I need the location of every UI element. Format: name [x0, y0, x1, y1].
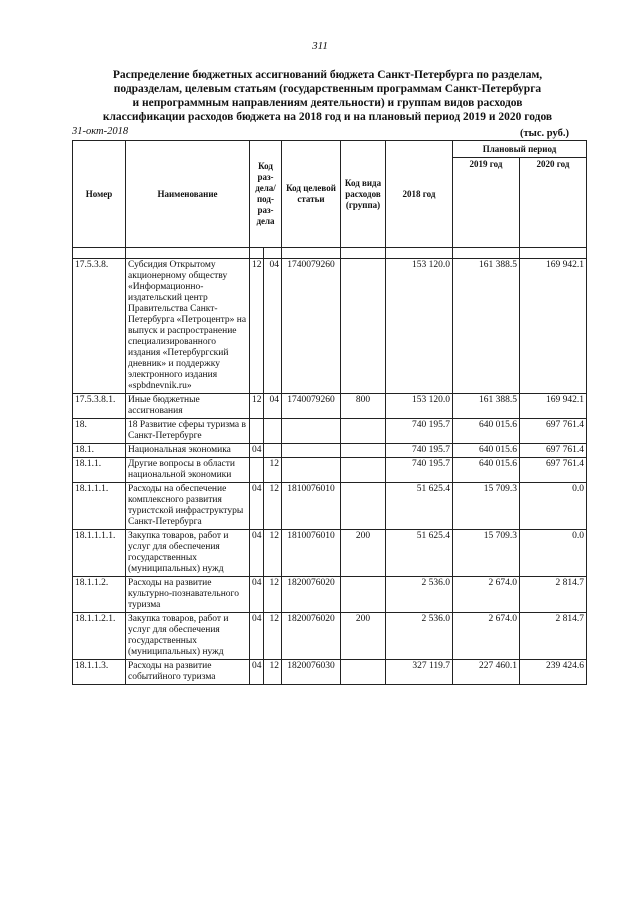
row-section: 04	[250, 444, 264, 458]
row-2020: 169 942.1	[520, 259, 587, 394]
header-2020: 2020 год	[520, 158, 587, 248]
row-section	[250, 419, 264, 444]
row-section: 12	[250, 394, 264, 419]
row-subsection: 12	[264, 613, 282, 660]
row-name: Субсидия Открытому акционерному обществу «Информационно-издательский центр Правительства Санкт-Петербурга «Петроцентр» на выпуск и распространение специализированного издания «Петербургский дневник» и поддержку электронного издания «spbdnevnik.ru»	[126, 259, 250, 394]
row-target: 1810076010	[282, 483, 341, 530]
row-2018: 153 120.0	[386, 259, 453, 394]
row-2019: 640 015.6	[453, 419, 520, 444]
row-number: 18.1.	[73, 444, 126, 458]
table-row	[73, 259, 587, 394]
row-2019: 640 015.6	[453, 458, 520, 483]
row-target: 1740079260	[282, 259, 341, 394]
unit-label: (тыс. руб.)	[520, 128, 569, 139]
header-number: Номер	[73, 141, 126, 248]
table-row	[73, 660, 587, 685]
row-section: 04	[250, 613, 264, 660]
row-2020: 2 814.7	[520, 577, 587, 613]
row-number: 18.1.1.	[73, 458, 126, 483]
row-number: 18.1.1.2.1.	[73, 613, 126, 660]
row-target	[282, 444, 341, 458]
row-subsection: 04	[264, 259, 282, 394]
row-type: 800	[341, 394, 386, 419]
row-type	[341, 419, 386, 444]
row-2020: 0.0	[520, 530, 587, 577]
row-2018: 327 119.7	[386, 660, 453, 685]
row-2019: 15 709.3	[453, 483, 520, 530]
row-2018: 51 625.4	[386, 483, 453, 530]
row-name: Другие вопросы в области национальной экономики	[126, 458, 250, 483]
table-row	[73, 458, 587, 483]
page-number: 311	[312, 40, 328, 52]
row-name: Расходы на развитие событийного туризма	[126, 660, 250, 685]
header-name: Наименование	[126, 141, 250, 248]
row-subsection: 12	[264, 530, 282, 577]
row-number: 18.1.1.1.	[73, 483, 126, 530]
row-section: 04	[250, 483, 264, 530]
row-subsection: 04	[264, 394, 282, 419]
row-subsection: 12	[264, 577, 282, 613]
row-2018: 2 536.0	[386, 613, 453, 660]
table-row	[73, 419, 587, 444]
row-target: 1820076020	[282, 577, 341, 613]
row-number: 18.1.1.2.	[73, 577, 126, 613]
row-2018: 740 195.7	[386, 419, 453, 444]
table-row	[73, 483, 587, 530]
budget-table	[72, 140, 587, 685]
header-section: Код раз-дела/ под-раз-дела	[250, 141, 282, 248]
row-2020: 2 814.7	[520, 613, 587, 660]
table-row	[73, 613, 587, 660]
row-2018: 2 536.0	[386, 577, 453, 613]
header-target: Код целевой статьи	[282, 141, 341, 248]
row-target	[282, 458, 341, 483]
row-name: Иные бюджетные ассигнования	[126, 394, 250, 419]
title-line: классификации расходов бюджета на 2018 год и на плановый период 2019 и 2020 годов	[102, 111, 553, 123]
row-type: 200	[341, 613, 386, 660]
row-2018: 153 120.0	[386, 394, 453, 419]
table-row	[73, 394, 587, 419]
row-2019: 2 674.0	[453, 613, 520, 660]
document-date: 31-окт-2018	[72, 126, 129, 137]
row-2019: 15 709.3	[453, 530, 520, 577]
row-name: Национальная экономика	[126, 444, 250, 458]
table-row	[73, 444, 587, 458]
spacer-row	[73, 248, 587, 259]
row-2020: 697 761.4	[520, 419, 587, 444]
row-section	[250, 458, 264, 483]
row-target: 1810076010	[282, 530, 341, 577]
row-number: 18.1.1.1.1.	[73, 530, 126, 577]
row-name: Расходы на обеспечение комплексного развития туристской инфраструктуры Санкт-Петербурга	[126, 483, 250, 530]
row-target: 1820076020	[282, 613, 341, 660]
header-2018: 2018 год	[386, 141, 453, 248]
row-name: Закупка товаров, работ и услуг для обеспечения государственных (муниципальных) нужд	[126, 530, 250, 577]
title-line: и непрограммным направлениям деятельности) и группам видов расходов	[132, 97, 523, 109]
row-subsection: 12	[264, 483, 282, 530]
row-section: 04	[250, 660, 264, 685]
row-2020: 697 761.4	[520, 458, 587, 483]
row-section: 04	[250, 577, 264, 613]
table-row	[73, 530, 587, 577]
row-2020: 697 761.4	[520, 444, 587, 458]
header-2019: 2019 год	[453, 158, 520, 248]
row-2018: 740 195.7	[386, 444, 453, 458]
row-2019: 640 015.6	[453, 444, 520, 458]
row-number: 18.	[73, 419, 126, 444]
title-line: Распределение бюджетных ассигнований бюджета Санкт-Петербурга по разделам,	[112, 69, 543, 81]
row-target: 1820076030	[282, 660, 341, 685]
row-type	[341, 660, 386, 685]
row-type	[341, 444, 386, 458]
row-section: 04	[250, 530, 264, 577]
row-number: 17.5.3.8.1.	[73, 394, 126, 419]
row-subsection: 12	[264, 660, 282, 685]
row-2020: 169 942.1	[520, 394, 587, 419]
header-planned: Плановый период	[453, 141, 587, 158]
row-type	[341, 458, 386, 483]
document-title	[70, 68, 585, 124]
table-row	[73, 577, 587, 613]
row-subsection: 12	[264, 458, 282, 483]
row-type	[341, 259, 386, 394]
row-name: Закупка товаров, работ и услуг для обеспечения государственных (муниципальных) нужд	[126, 613, 250, 660]
row-number: 17.5.3.8.	[73, 259, 126, 394]
row-target	[282, 419, 341, 444]
row-type: 200	[341, 530, 386, 577]
row-2019: 227 460.1	[453, 660, 520, 685]
row-subsection	[264, 419, 282, 444]
row-2019: 2 674.0	[453, 577, 520, 613]
row-2020: 0.0	[520, 483, 587, 530]
row-target: 1740079260	[282, 394, 341, 419]
row-type	[341, 577, 386, 613]
row-2018: 51 625.4	[386, 530, 453, 577]
row-name: Расходы на развитие культурно-познавательного туризма	[126, 577, 250, 613]
title-line: подразделам, целевым статьям (государственным программам Санкт-Петербурга	[113, 83, 542, 95]
row-name: 18 Развитие сферы туризма в Санкт-Петербурге	[126, 419, 250, 444]
row-2019: 161 388.5	[453, 259, 520, 394]
row-type	[341, 483, 386, 530]
row-section: 12	[250, 259, 264, 394]
row-subsection	[264, 444, 282, 458]
row-2019: 161 388.5	[453, 394, 520, 419]
row-number: 18.1.1.3.	[73, 660, 126, 685]
header-type: Код вида расходов (группа)	[341, 141, 386, 248]
row-2018: 740 195.7	[386, 458, 453, 483]
row-2020: 239 424.6	[520, 660, 587, 685]
